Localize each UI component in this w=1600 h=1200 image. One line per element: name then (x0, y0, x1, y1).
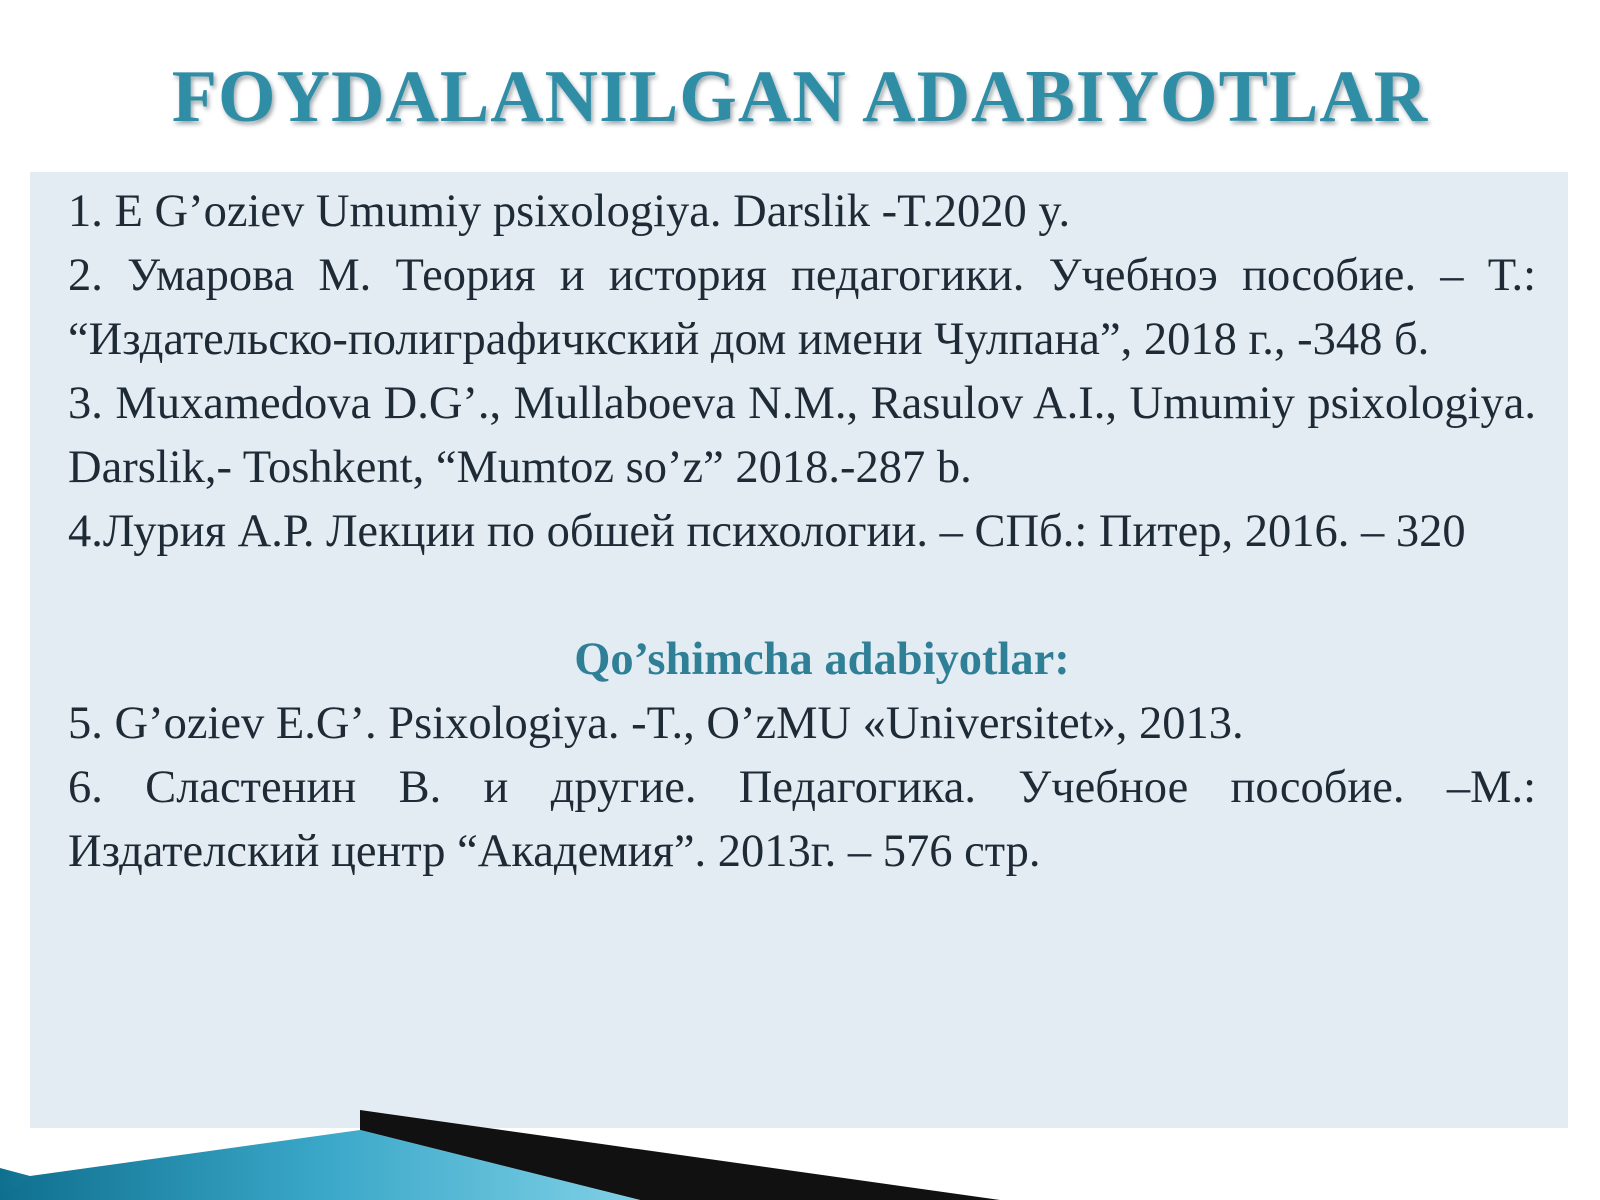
additional-references-heading: Qo’shimcha adabiyotlar: (574, 634, 1070, 685)
references-panel (30, 172, 1568, 1128)
teal-swoosh-shape (0, 1170, 30, 1200)
teal-wedge-shape (0, 1168, 360, 1200)
reference-item-2: 2. Умарова М. Теория и история педагогики. Учебноэ пособие. – Т.: “Издательско-полиграфичкский дом имени Чулпана”, 2018 г., -348 б. (68, 250, 1536, 365)
reference-item-1: 1. E G’oziev Umumiy psixologiya. Darslik -T.2020 y. (68, 186, 1071, 237)
slide-title: FOYDALANILGAN ADABIYOTLAR (171, 56, 1429, 138)
reference-item-5: 5. G’oziev E.G’. Psixologiya. -T., O’zMU «Universitet», 2013. (68, 698, 1244, 749)
reference-item-4: 4.Лурия А.Р. Лекции по обшей психологии. – СПб.: Питер, 2016. – 320 (68, 506, 1466, 557)
additional-references-list (68, 692, 1536, 884)
reference-item-3: 3. Muxamedova D.G’., Mullaboeva N.M., Rasulov A.I., Umumiy psixologiya. Darslik,- Toshkent, “Mumtoz so’z” 2018.-287 b. (68, 378, 1536, 493)
reference-item-6: 6. Сластенин В. и другие. Педагогика. Учебное пособие. –М.: Издателский центр “Академия”. 2013г. – 576 стр. (68, 762, 1536, 877)
main-references-list (68, 180, 1536, 564)
light-teal-wedge-shape (0, 1130, 640, 1200)
section-spacer (68, 564, 1536, 628)
